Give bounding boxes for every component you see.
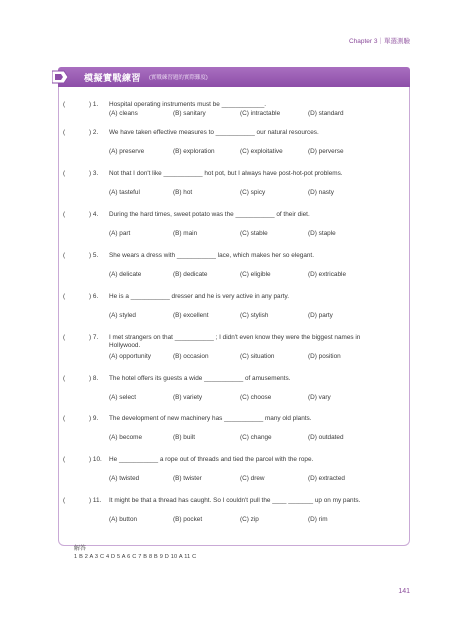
option-a[interactable]: (A) tasteful	[109, 189, 140, 196]
answer-blank[interactable]: (	[63, 211, 66, 218]
section-title: 模擬實戰練習	[84, 72, 142, 83]
option-a[interactable]: (A) delicate	[109, 271, 142, 278]
option-d[interactable]: (D) nasty	[308, 189, 334, 196]
question-text: She wears a dress with ___________ lace, which makes her so elegant.	[109, 252, 314, 259]
option-d[interactable]: (D) perverse	[308, 148, 344, 155]
option-b[interactable]: (B) hot	[173, 189, 193, 196]
option-c[interactable]: (C) eligible	[240, 271, 271, 278]
answer-key: 1 B 2 A 3 C 4 D 5 A 6 C 7 B 8 B 9 D 10 A 11 C	[74, 554, 197, 560]
question-number: ) 5.	[89, 252, 99, 259]
option-b[interactable]: (B) pocket	[173, 516, 203, 523]
option-row	[109, 353, 399, 362]
option-c[interactable]: (C) stylish	[240, 312, 269, 319]
question-number: ) 11.	[89, 497, 102, 504]
question-text: He is a ___________ dresser and he is very active in any party.	[109, 293, 289, 300]
option-row	[109, 189, 399, 198]
option-c[interactable]: (C) exploitative	[240, 148, 283, 155]
option-d[interactable]: (D) vary	[308, 394, 331, 401]
question-number: ) 4.	[89, 211, 99, 218]
answer-key-label: 解答	[74, 546, 87, 552]
option-b[interactable]: (B) variety	[173, 394, 203, 401]
option-d[interactable]: (D) outdated	[308, 434, 344, 441]
option-a[interactable]: (A) button	[109, 516, 138, 523]
option-c[interactable]: (C) stable	[240, 230, 268, 237]
question-item	[63, 497, 403, 527]
answer-blank[interactable]: (	[63, 170, 66, 177]
section-subtitle: (實戰練習題的實際難度)	[149, 75, 208, 81]
option-c[interactable]: (C) situation	[240, 353, 275, 360]
question-item	[63, 334, 403, 364]
question-item	[63, 375, 403, 405]
question-number: ) 1.	[89, 101, 99, 108]
question-text: He ___________ a rope out of threads and tied the parcel with the rope.	[109, 456, 314, 463]
option-d[interactable]: (D) extracted	[308, 475, 345, 482]
option-b[interactable]: (B) excellent	[173, 312, 209, 319]
question-item	[63, 293, 403, 323]
option-b[interactable]: (B) exploration	[173, 148, 215, 155]
question-text: I met strangers on that ___________ ; I didn't even know they were the biggest names in Hollywood.	[109, 334, 361, 350]
option-a[interactable]: (A) preserve	[109, 148, 145, 155]
question-item	[63, 101, 403, 121]
question-list	[58, 87, 410, 546]
flag-arrow-icon	[52, 69, 68, 85]
answer-blank[interactable]: (	[63, 293, 66, 300]
option-d[interactable]: (D) extricable	[308, 271, 346, 278]
answer-blank[interactable]: (	[63, 497, 66, 504]
answer-blank[interactable]: (	[63, 129, 66, 136]
question-number: ) 8.	[89, 375, 99, 382]
option-b[interactable]: (B) twister	[173, 475, 202, 482]
option-a[interactable]: (A) select	[109, 394, 136, 401]
answer-blank[interactable]: (	[63, 415, 66, 422]
option-row	[109, 475, 399, 484]
question-number: ) 7.	[89, 334, 99, 341]
option-c[interactable]: (C) drew	[240, 475, 265, 482]
question-number: ) 10.	[89, 456, 102, 463]
option-row	[109, 516, 399, 525]
question-number: ) 2.	[89, 129, 99, 136]
option-b[interactable]: (B) built	[173, 434, 196, 441]
answer-blank[interactable]: (	[63, 456, 66, 463]
answer-blank[interactable]: (	[63, 252, 66, 259]
question-number: ) 9.	[89, 415, 99, 422]
question-item	[63, 170, 403, 200]
question-text: Not that I don't like ___________ hot pot, but I always have post-hot-pot problems.	[109, 170, 343, 177]
option-b[interactable]: (B) dedicate	[173, 271, 208, 278]
page-number: 141	[398, 588, 410, 595]
answer-blank[interactable]: (	[63, 375, 66, 382]
option-d[interactable]: (D) staple	[308, 230, 336, 237]
option-row	[109, 110, 399, 119]
question-text: We have taken effective measures to ___________ our natural resources.	[109, 129, 319, 136]
option-a[interactable]: (A) become	[109, 434, 143, 441]
option-c[interactable]: (C) intractable	[240, 110, 281, 117]
question-number: ) 3.	[89, 170, 99, 177]
option-row	[109, 230, 399, 239]
question-item	[63, 129, 403, 159]
question-item	[63, 415, 403, 445]
option-c[interactable]: (C) zip	[240, 516, 259, 523]
answer-blank[interactable]: (	[63, 101, 66, 108]
option-c[interactable]: (C) choose	[240, 394, 272, 401]
question-text: Hospital operating instruments must be ____________.	[109, 101, 267, 108]
section-title-bar	[58, 67, 410, 87]
question-text: It might be that a thread has caught. So I couldn't pull the ____ _______ up on my pants.	[109, 497, 361, 504]
option-row	[109, 434, 399, 443]
question-item	[63, 211, 403, 241]
option-d[interactable]: (D) party	[308, 312, 333, 319]
question-text: The development of new machinery has ___________ many old plants.	[109, 415, 312, 422]
option-a[interactable]: (A) cleans	[109, 110, 138, 117]
question-item	[63, 456, 403, 486]
option-row	[109, 394, 399, 403]
option-b[interactable]: (B) occasion	[173, 353, 209, 360]
option-row	[109, 312, 399, 321]
option-c[interactable]: (C) change	[240, 434, 272, 441]
option-a[interactable]: (A) twisted	[109, 475, 140, 482]
option-row	[109, 271, 399, 280]
question-text: During the hard times, sweet potato was the ___________ of their diet.	[109, 211, 310, 218]
option-d[interactable]: (D) standard	[308, 110, 344, 117]
option-b[interactable]: (B) main	[173, 230, 198, 237]
question-number: ) 6.	[89, 293, 99, 300]
option-d[interactable]: (D) rim	[308, 516, 328, 523]
option-d[interactable]: (D) position	[308, 353, 341, 360]
option-a[interactable]: (A) styled	[109, 312, 136, 319]
option-b[interactable]: (B) sanitary	[173, 110, 206, 117]
question-text: The hotel offers its guests a wide ___________ of amusements.	[109, 375, 291, 382]
option-row	[109, 148, 399, 157]
question-item	[63, 252, 403, 282]
option-c[interactable]: (C) spicy	[240, 189, 266, 196]
option-a[interactable]: (A) part	[109, 230, 131, 237]
chapter-header: Chapter 3｜單選測驗	[348, 38, 410, 45]
option-a[interactable]: (A) opportunity	[109, 353, 151, 360]
answer-blank[interactable]: (	[63, 334, 66, 341]
